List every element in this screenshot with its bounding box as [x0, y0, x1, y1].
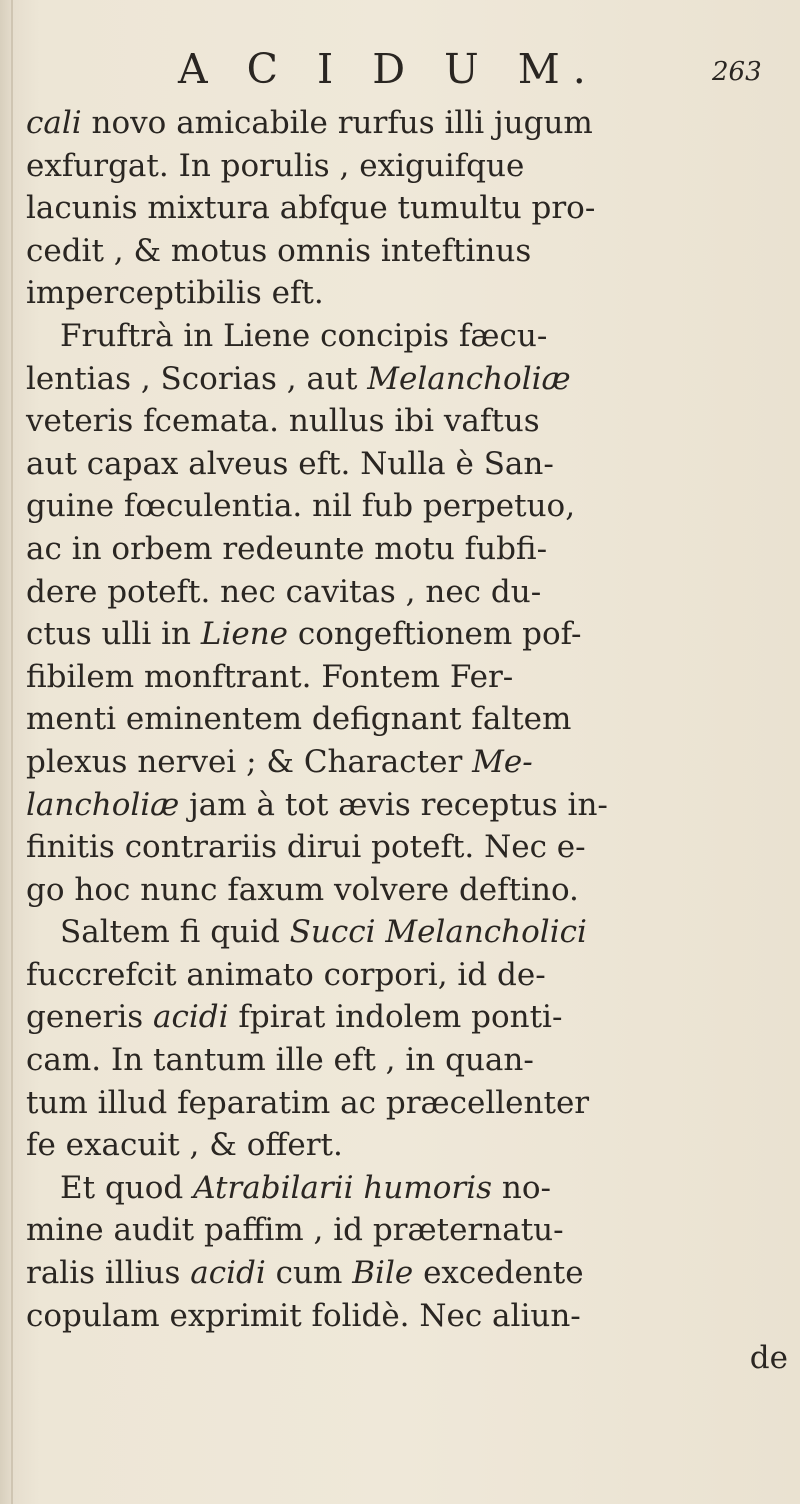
text-line: [26, 485, 796, 528]
text-segment: go hoc nunc faxum volvere deftino.: [26, 871, 579, 908]
text-line: [26, 1124, 796, 1167]
text-segment: mine audit paffim , id præternatu-: [26, 1212, 564, 1249]
text-line: [26, 698, 796, 741]
text-segment: ctus ulli in: [26, 616, 201, 653]
text-segment: Fruftrà in Liene concipis fæcu-: [60, 317, 548, 354]
text-segment: Et quod: [60, 1169, 194, 1206]
text-line: [26, 954, 796, 997]
text-segment: cum: [265, 1255, 353, 1292]
text-segment: tum illud feparatim ac præcellenter: [26, 1084, 590, 1121]
text-segment: aut capax alveus eft. Nulla è San-: [26, 445, 554, 482]
text-line: [26, 145, 796, 188]
text-segment: menti eminentem defignant faltem: [26, 701, 572, 738]
italic-text: acidi: [153, 999, 229, 1036]
italic-text: acidi: [190, 1255, 266, 1292]
text-segment: lacunis mixtura abfque tumultu pro-: [26, 190, 596, 227]
running-head: [0, 44, 800, 94]
text-line: [26, 1209, 796, 1252]
text-segment: exfurgat. In porulis , exiguifque: [26, 147, 525, 184]
text-line: [26, 741, 796, 784]
text-line: [26, 187, 796, 230]
text-line: [26, 613, 796, 656]
text-line: [26, 656, 796, 699]
text-segment: fuccrefcit animato corpori, id de-: [26, 956, 546, 993]
text-line: [26, 784, 796, 827]
text-line: [26, 315, 796, 358]
text-segment: cedit , & motus omnis inteftinus: [26, 232, 532, 269]
text-line: [26, 1337, 796, 1380]
running-head-title: A C I D U M.: [178, 45, 599, 93]
text-line: [26, 400, 796, 443]
text-segment: Saltem fi quid: [60, 914, 290, 951]
text-segment: dere poteft. nec cavitas , nec du-: [26, 573, 542, 610]
text-segment: ralis illius: [26, 1255, 191, 1292]
text-line: [26, 1295, 796, 1338]
italic-text: Melancholiæ: [367, 360, 571, 397]
text-segment: fe exacuit , & offert.: [26, 1127, 343, 1164]
text-line: [26, 358, 796, 401]
italic-text: Liene: [200, 616, 289, 653]
text-segment: guine fœculentia. nil fub perpetuo,: [26, 488, 576, 525]
text-line: [26, 1252, 796, 1295]
text-segment: congeftionem pof-: [288, 616, 582, 653]
text-line: [26, 272, 796, 315]
text-segment: fibilem monftrant. Fontem Fer-: [26, 658, 514, 695]
text-segment: jam à tot ævis receptus in-: [179, 786, 608, 823]
italic-text: Succi Melancholici: [289, 914, 587, 951]
text-segment: ac in orbem redeunte motu fubfi-: [26, 530, 548, 567]
gutter-edge: [11, 0, 13, 1504]
italic-text: Bile: [352, 1255, 414, 1292]
text-segment: finitis contrariis dirui poteft. Nec e-: [26, 829, 586, 866]
text-line: [26, 571, 796, 614]
text-segment: plexus nervei ; & Character: [26, 743, 473, 780]
text-line: [26, 996, 796, 1039]
text-segment: cam. In tantum ille eft , in quan-: [26, 1042, 534, 1079]
text-line: [26, 911, 796, 954]
text-segment: copulam exprimit folidè. Nec aliun-: [26, 1297, 581, 1334]
italic-text: cali: [26, 105, 82, 141]
text-line: [26, 1167, 796, 1210]
text-line: [26, 1039, 796, 1082]
italic-text: lancholiæ: [26, 786, 180, 823]
text-line: [26, 230, 796, 273]
body-text: [26, 102, 796, 1380]
page-number: 263: [712, 57, 762, 87]
text-line: [26, 826, 796, 869]
text-segment: imperceptibilis eft.: [26, 275, 324, 312]
text-segment: excedente: [413, 1255, 584, 1292]
text-line: [26, 102, 796, 145]
text-segment: lentias , Scorias , aut: [26, 360, 368, 397]
text-line: [26, 1082, 796, 1125]
text-line: [26, 443, 796, 486]
italic-text: Atrabilarii humoris: [193, 1169, 493, 1206]
text-segment: de: [749, 1340, 788, 1377]
text-segment: no-: [492, 1169, 551, 1206]
text-segment: generis: [26, 999, 153, 1036]
text-segment: fpirat indolem ponti-: [228, 999, 563, 1036]
text-line: [26, 869, 796, 912]
text-segment: novo amicabile rurfus illi jugum: [81, 105, 593, 141]
text-line: [26, 528, 796, 571]
italic-text: Me-: [472, 743, 533, 780]
text-segment: veteris fcemata. nullus ibi vaftus: [26, 403, 540, 440]
